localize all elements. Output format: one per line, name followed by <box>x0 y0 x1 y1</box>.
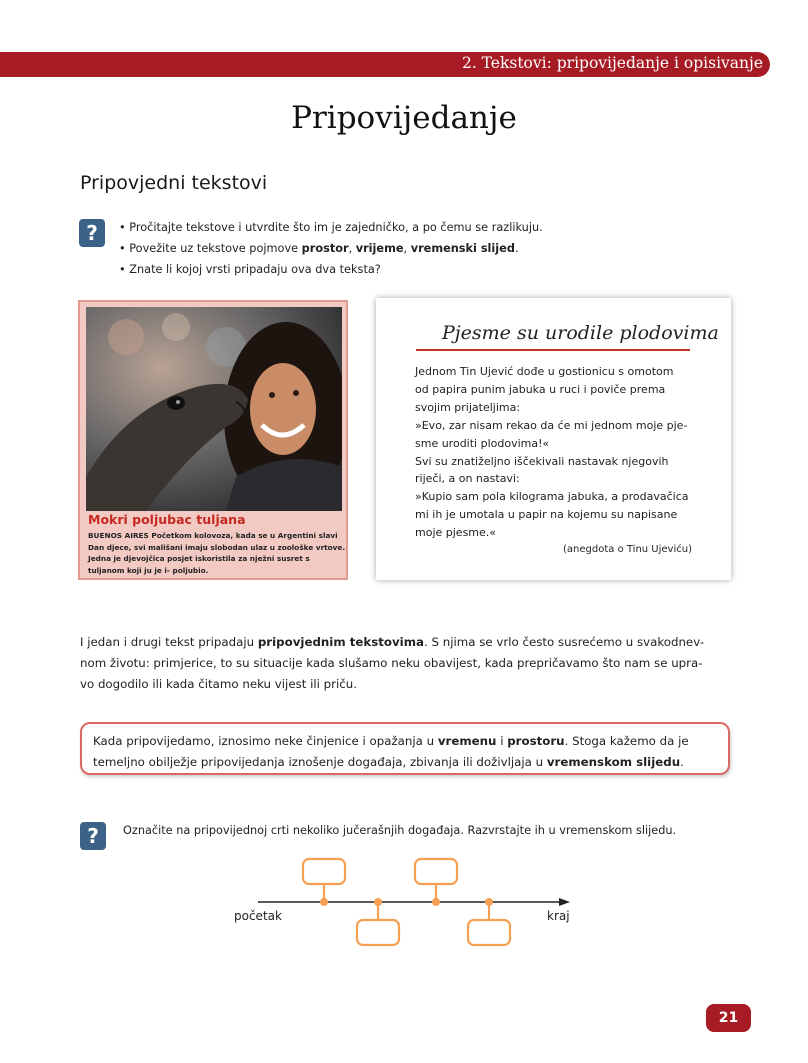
narrative-timeline <box>230 850 580 950</box>
seal-kiss-photo <box>86 307 342 511</box>
bullet-item: • Znate li kojoj vrsti pripadaju ova dva teksta? <box>119 263 381 276</box>
timeline-end-label: kraj <box>547 909 570 923</box>
anecdote-line: mi ih je umotala u papir na kojemu su napisane <box>415 508 678 522</box>
event-marker <box>320 898 328 906</box>
paragraph-line: vo dogodilo ili kada čitamo neku vijest ili priču. <box>80 677 358 691</box>
event-box[interactable] <box>357 920 399 945</box>
event-marker <box>432 898 440 906</box>
question-mark-icon: ? <box>79 219 105 247</box>
body-paragraph <box>80 632 730 695</box>
anecdote-line: »Kupio sam pola kilograma jabuka, a prodavačica <box>415 490 689 504</box>
clipping-headline: Mokri poljubac tuljana <box>88 512 246 527</box>
event-box[interactable] <box>468 920 510 945</box>
anecdote-text <box>415 363 700 542</box>
page-number: 21 <box>718 1010 739 1026</box>
event-marker <box>485 898 493 906</box>
anecdote-line: svojim prijateljima: <box>415 400 521 414</box>
page-title: Pripovijedanje <box>291 100 517 136</box>
anecdote-line: Jednom Tin Ujević dođe u gostionicu s omotom <box>415 365 674 378</box>
bullet-item: • Povežite uz tekstove pojmove prostor, vrijeme, vremenski slijed. <box>119 242 519 255</box>
anecdote-line: Svi su znatiželjno iščekivali nastavak njegovih <box>415 454 669 468</box>
bullet-item: • Pročitajte tekstove i utvrdite što im je zajedničko, a po čemu se razlikuju. <box>119 221 543 234</box>
timeline-arrow-icon <box>559 898 570 906</box>
anecdote-line: »Evo, zar nisam rekao da će mi jednom moje pje- <box>415 418 688 432</box>
definition-line: Kada pripovijedamo, iznosimo neke činjenice i opažanja u vremenu i prostoru. Stoga kažemo da je <box>93 734 689 748</box>
task-instruction: Označite na pripovijednoj crti nekoliko jučerašnjih događaja. Razvrstajte ih u vremenskom slijedu. <box>123 824 677 837</box>
section-title: Pripovjedni tekstovi <box>80 172 268 194</box>
event-box[interactable] <box>415 859 457 884</box>
anecdote-line: riječi, a on nastavi: <box>415 472 520 486</box>
timeline-start-label: početak <box>234 909 282 923</box>
event-box[interactable] <box>303 859 345 884</box>
anecdote-line: od papira punim jabuka u ruci i poviče prema <box>415 382 666 396</box>
question-mark-icon: ? <box>80 822 106 850</box>
anecdote-source: (anegdota o Tinu Ujeviću) <box>563 544 692 555</box>
definition-line: temeljno obilježje pripovijedanja iznošenje događaja, zbivanja ili doživljaja u vremenskom slijedu. <box>93 755 684 769</box>
event-marker <box>374 898 382 906</box>
chapter-header-title: 2. Tekstovi: pripovijedanje i opisivanje <box>461 54 763 72</box>
anecdote-title: Pjesme su urodile plodovima <box>442 322 719 344</box>
paragraph-line: nom životu: primjerice, to su situacije kada slušamo neku obavijest, kada prepričavamo što nam se upra- <box>80 656 703 670</box>
title-underline <box>416 349 690 351</box>
paragraph-line: I jedan i drugi tekst pripadaju pripovjednim tekstovima. S njima se vrlo često susrećemo u svakodnev- <box>80 635 705 649</box>
anecdote-line: sme uroditi plodovima!« <box>415 436 550 450</box>
question-bullets <box>119 217 543 280</box>
anecdote-line: moje pjesme.« <box>415 526 497 540</box>
clipping-text: BUENOS AIRES Početkom kolovoza, kada se u Argentini slavi Dan djece, svi mališani imaju slobodan ulaz u zoološke vrtove. Jedna je djevojčica posjet iskoristila za nježni susret s tuljanom koji ju je i- poljubio. <box>88 531 346 575</box>
definition-text <box>93 731 689 773</box>
